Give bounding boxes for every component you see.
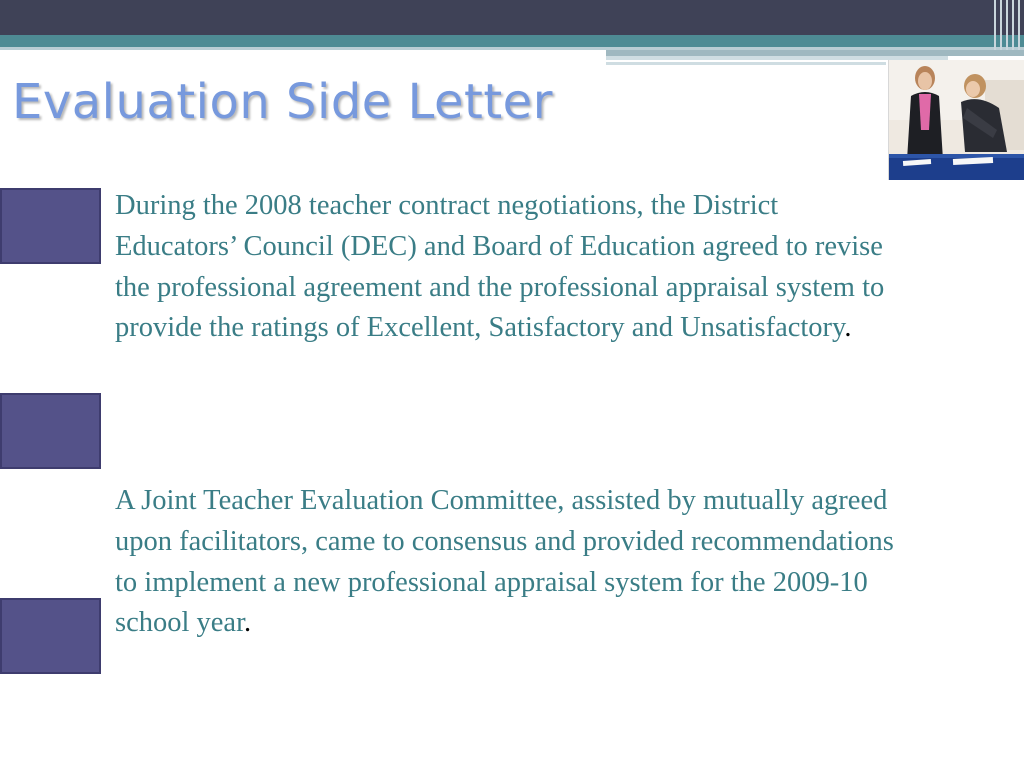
paragraph-text: During the 2008 teacher contract negotiations, the District Educators’ Council (DEC) and Board of Education agreed to revise the professional agreement and the professional appraisal system to provide the ratings of Excellent, Satisfactory and Unsatisfactory xyxy=(115,190,885,344)
header-stripe xyxy=(1012,0,1014,50)
header-stripe xyxy=(1006,0,1008,50)
header-stripe xyxy=(1018,0,1020,50)
slide-title: Evaluation Side Letter xyxy=(12,74,553,130)
paragraph-dec-agreement xyxy=(115,186,905,349)
bullet-square xyxy=(0,188,101,264)
bullet-square xyxy=(0,598,101,674)
header-stripe xyxy=(1000,0,1002,50)
header-accent-bar xyxy=(606,62,886,65)
header-stripe xyxy=(994,0,996,50)
paragraph-end: . xyxy=(244,607,252,639)
bullet-square xyxy=(0,393,101,469)
paragraph-text: A Joint Teacher Evaluation Committee, assisted by mutually agreed upon facilitators, came to consensus and provided recommendations to implement a new professional appraisal system for the 2009-10 school year xyxy=(115,485,894,639)
paragraph-joint-committee xyxy=(115,481,905,644)
header-bar-dark xyxy=(0,0,1024,35)
signing-photo xyxy=(889,60,1024,180)
paragraph-end: . xyxy=(844,312,852,344)
photo-image xyxy=(888,60,1024,180)
header-bar-teal xyxy=(0,35,1024,47)
